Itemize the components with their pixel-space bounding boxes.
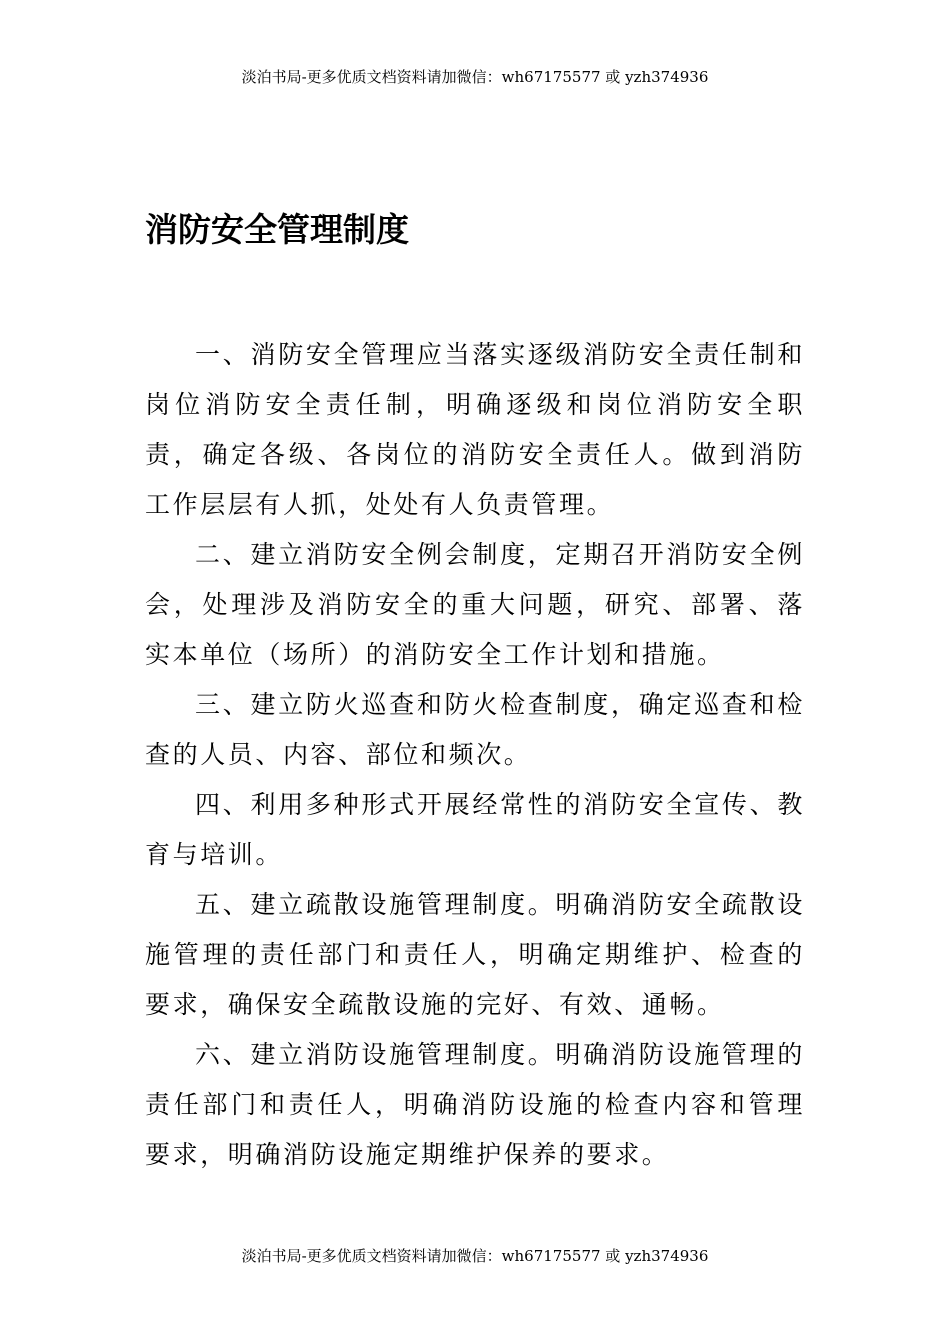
paragraph-4: 四、利用多种形式开展经常性的消防安全宣传、教育与培训。 [145, 790, 805, 869]
document-title: 消防安全管理制度 [145, 210, 409, 249]
paragraph-3: 三、建立防火巡查和防火检查制度，确定巡查和检查的人员、内容、部位和频次。 [145, 690, 805, 769]
document-body [145, 330, 805, 1180]
page-footer: 淡泊书局-更多优质文档资料请加微信：wh67175577 或 yzh374936 [241, 1247, 709, 1265]
paragraph-5: 五、建立疏散设施管理制度。明确消防安全疏散设施管理的责任部门和责任人，明确定期维护、检查的要求，确保安全疏散设施的完好、有效、通畅。 [145, 890, 805, 1019]
page-header: 淡泊书局-更多优质文档资料请加微信：wh67175577 或 yzh374936 [241, 68, 709, 86]
paragraph-1: 一、消防安全管理应当落实逐级消防安全责任制和岗位消防安全责任制，明确逐级和岗位消防安全职责，确定各级、各岗位的消防安全责任人。做到消防工作层层有人抓，处处有人负责管理。 [145, 340, 805, 519]
paragraph-6: 六、建立消防设施管理制度。明确消防设施管理的责任部门和责任人，明确消防设施的检查内容和管理要求，明确消防设施定期维护保养的要求。 [145, 1040, 805, 1169]
paragraph-2: 二、建立消防安全例会制度，定期召开消防安全例会，处理涉及消防安全的重大问题，研究、部署、落实本单位（场所）的消防安全工作计划和措施。 [145, 540, 805, 669]
